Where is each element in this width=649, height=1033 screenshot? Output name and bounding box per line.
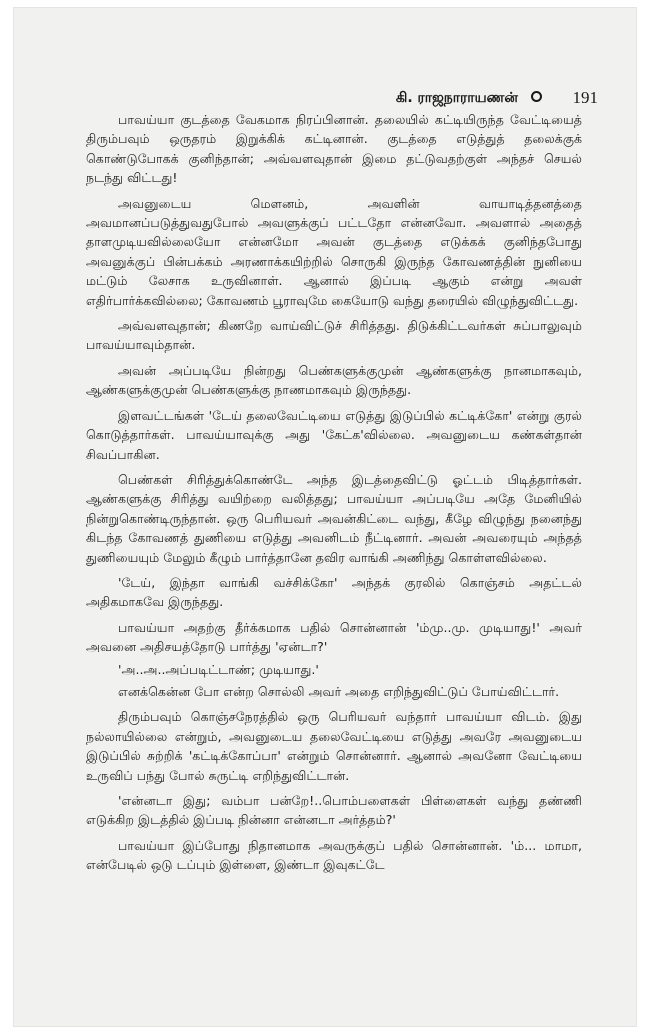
paragraph: அவனுடைய மௌனம், அவளின் வாயாடித்தனத்தை அவமானப்படுத்துவதுபோல் அவளுக்குப் பட்டதோ என்னவோ. அவளால் அதைத் தாளமுடியவில்லையோ என்னமோ அவன் குடத்தை எடுக்கக் குனிந்தபோது அவனுக்குப் பின்பக்கம் அரணாக்கயிற்றில் சொருகி இருந்த கோவணத்தின் நுனியை மட்டும் லேசாக உருவினாள். ஆனால் இப்படி ஆகும் என்று அவள் எதிர்பார்க்கவில்லை; கோவணம் பூராவுமே கையோடு வந்து தரையில் விழுந்துவிட்டது. bbox=[86, 195, 582, 308]
paragraph: 'என்னடா இது; வம்பா பன்றே!..பொம்பளைகள் பிள்ளைகள் வந்து தண்ணி எடுக்கிற இடத்தில் இப்படி நின்னா என்னடா அர்த்தம்?' bbox=[86, 793, 582, 828]
paragraph: அவ்வளவுதான்; கிணறே வாய்விட்டுச் சிரித்தது. திடுக்கிட்டவர்கள் சுப்பாலுவும் பாவய்யாவும்தான். bbox=[86, 318, 582, 353]
circle-ornament-icon bbox=[531, 91, 542, 102]
paragraph: 'அ..அ..அப்படிட்டாண்; முடியாது.' bbox=[118, 661, 319, 677]
paragraph: இளவட்டங்கள் 'டேய் தலைவேட்டியை எடுத்து இடுப்பில் கட்டிக்கோ' என்று குரல் கொடுத்தார்கள். பாவய்யாவுக்கு அது 'கேட்க'வில்லை. அவனுடைய கண்கள்தான் சிவப்பாகின. bbox=[86, 407, 582, 462]
paragraph: எனக்கென்ன போ என்ற சொல்லி அவர் அதை எறிந்துவிட்டுப் போய்விட்டார். bbox=[118, 683, 560, 699]
page-number: 191 bbox=[572, 88, 598, 107]
paragraph: பாவய்யா அதற்கு தீர்க்கமாக பதில் சொன்னான் 'ம்மு..மு. முடியாது!' அவர் அவனை அதிசயத்தோடு பார்த்து 'ஏன்டா?' bbox=[86, 619, 582, 655]
paragraph: பெண்கள் சிரித்துக்கொண்டே அந்த இடத்தைவிட்டு ஓட்டம் பிடித்தார்கள். ஆண்களுக்கு சிரித்து வயிற்றை வலித்தது; பாவய்யா அப்படியே அதே மேனியில் நின்றுகொண்டிருந்தான். ஒரு பெரியவர் அவன்கிட்டை வந்து, கீழே விழுந்து நனைந்து கிடந்த கோவணத் துணியை எடுத்து அவனிடம் நீட்டினார். அவன் அவரையும் அந்தத் துணியையும் மேலும் கீழும் பார்த்தானே தவிர வாங்கி அணிந்து கொள்ளவில்லை. bbox=[86, 471, 582, 565]
running-header-author: கி. ராஜநாராயணன் bbox=[395, 90, 518, 106]
paragraph: அவன் அப்படியே நின்றது பெண்களுக்குமுன் ஆண்களுக்கு நானமாகவும், ஆண்களுக்குமுன் பெண்களுக்கு நாணமாகவும் இருந்தது. bbox=[86, 362, 582, 398]
page-header bbox=[134, 88, 598, 110]
paragraph: திரும்பவும் கொஞ்சநேரத்தில் ஒரு பெரியவர் வந்தார் பாவய்யா விடம். இது நல்லாயில்லை என்றும், அவனுடைய தலைவேட்டியை எடுத்து அவரே அவனுடைய இடுப்பில் சுற்றிக் 'கட்டிக்கோப்பா' என்றும் சொன்னார். ஆனால் அவனோ வேட்டியை உருவிப் பந்து போல் சுருட்டி எறிந்துவிட்டான். bbox=[86, 709, 582, 783]
paragraph: பாவய்யா இப்போது நிதானமாக அவருக்குப் பதில் சொன்னான். 'ம்... மாமா, என்பேடில் ஒடு டப்பும் இள்ளை, இண்டா இவுகட்டே bbox=[86, 837, 582, 873]
paragraph: 'டேய், இந்தா வாங்கி வச்சிக்கோ' அந்தக் குரலில் கொஞ்சம் அதட்டல் அதிகமாகவே இருந்தது. bbox=[86, 574, 582, 610]
paragraph: பாவய்யா குடத்தை வேகமாக நிரப்பினான். தலையில் கட்டியிருந்த வேட்டியைத் திரும்பவும் ஒருதரம் இறுக்கிக் கட்டினான். குடத்தை எடுத்துத் தலைக்குக் கொண்டுபோகக் குனிந்தான்; அவ்வளவுதான் இமை தட்டுவதற்குள் அந்தச் செயல் நடந்து விட்டது! bbox=[86, 112, 582, 186]
page-body bbox=[86, 110, 582, 881]
